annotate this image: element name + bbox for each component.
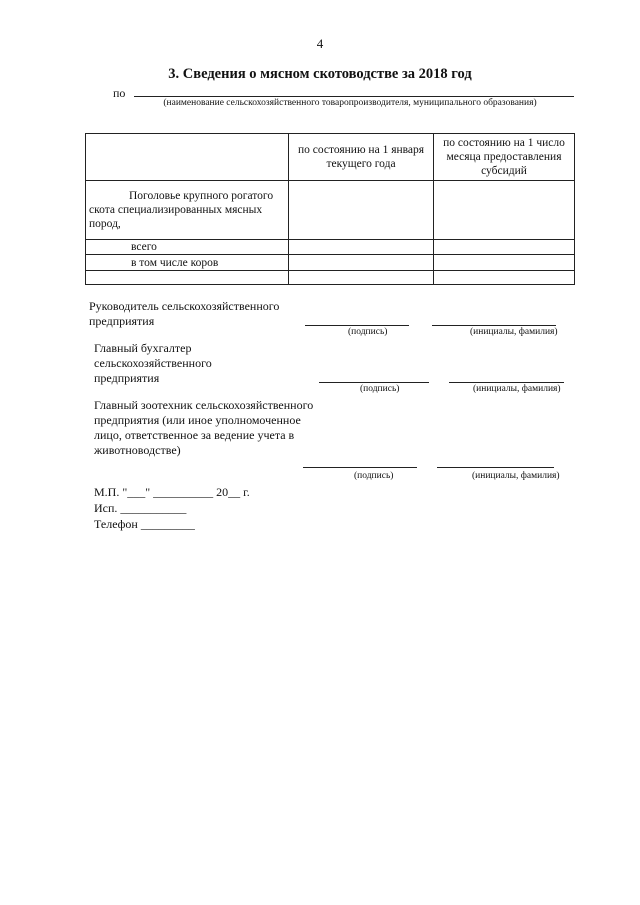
row-label-total: всего (86, 240, 289, 255)
document-title: 3. Сведения о мясном скотоводстве за 2018 год (168, 66, 472, 82)
sign-caption: (подпись) (348, 327, 388, 337)
name-caption: (инициалы, фамилия) (473, 384, 561, 394)
table-header-row (86, 134, 575, 181)
page-number: 4 (316, 36, 324, 51)
sign-caption: (подпись) (360, 384, 400, 394)
table-row (86, 240, 575, 255)
row-label-cows: в том числе коров (86, 255, 289, 271)
signature-role-director: Руководитель сельскохозяйственного предприятия (89, 299, 280, 328)
signature-line (305, 325, 409, 326)
table-cell (289, 271, 434, 285)
row-label-empty (86, 271, 289, 285)
name-line (437, 467, 554, 468)
producer-name-line (134, 96, 574, 97)
table-cell (289, 255, 434, 271)
table-row (86, 271, 575, 285)
table-cell (289, 240, 434, 255)
name-caption: (инициалы, фамилия) (472, 471, 560, 481)
executor-line: Исп. ___________ (94, 501, 187, 515)
sign-caption: (подпись) (354, 471, 394, 481)
row-label-text: Поголовье крупного рогатого скота специализированных мясных пород, (89, 190, 274, 230)
signature-role-zootechnician: Главный зоотехник сельскохозяйственного предприятия (или иное уполномоченное лицо, ответственное за ведение учета в животноводстве) (94, 398, 314, 457)
header-cell-empty (86, 134, 289, 181)
po-label: по (113, 86, 126, 100)
signature-line (303, 467, 417, 468)
table-row (86, 255, 575, 271)
name-line (432, 325, 556, 326)
po-caption: (наименование сельскохозяйственного товаропроизводителя, муниципального образования) (163, 98, 537, 108)
header-cell-subsidy-month: по состоянию на 1 число месяца предоставления субсидий (434, 134, 575, 181)
signature-line (319, 382, 429, 383)
table-cell (434, 271, 575, 285)
table-cell (434, 255, 575, 271)
table-cell (289, 181, 434, 240)
header-cell-january: по состоянию на 1 января текущего года (289, 134, 434, 181)
name-line (449, 382, 564, 383)
table-cell (434, 181, 575, 240)
row-label-livestock (86, 181, 289, 240)
name-caption: (инициалы, фамилия) (470, 327, 558, 337)
phone-line: Телефон _________ (94, 517, 195, 531)
livestock-table (85, 133, 575, 285)
table-cell (434, 240, 575, 255)
signature-role-accountant: Главный бухгалтер сельскохозяйственного предприятия (94, 341, 212, 385)
table-row (86, 181, 575, 240)
stamp-date-line: М.П. "___" __________ 20__ г. (94, 485, 250, 499)
